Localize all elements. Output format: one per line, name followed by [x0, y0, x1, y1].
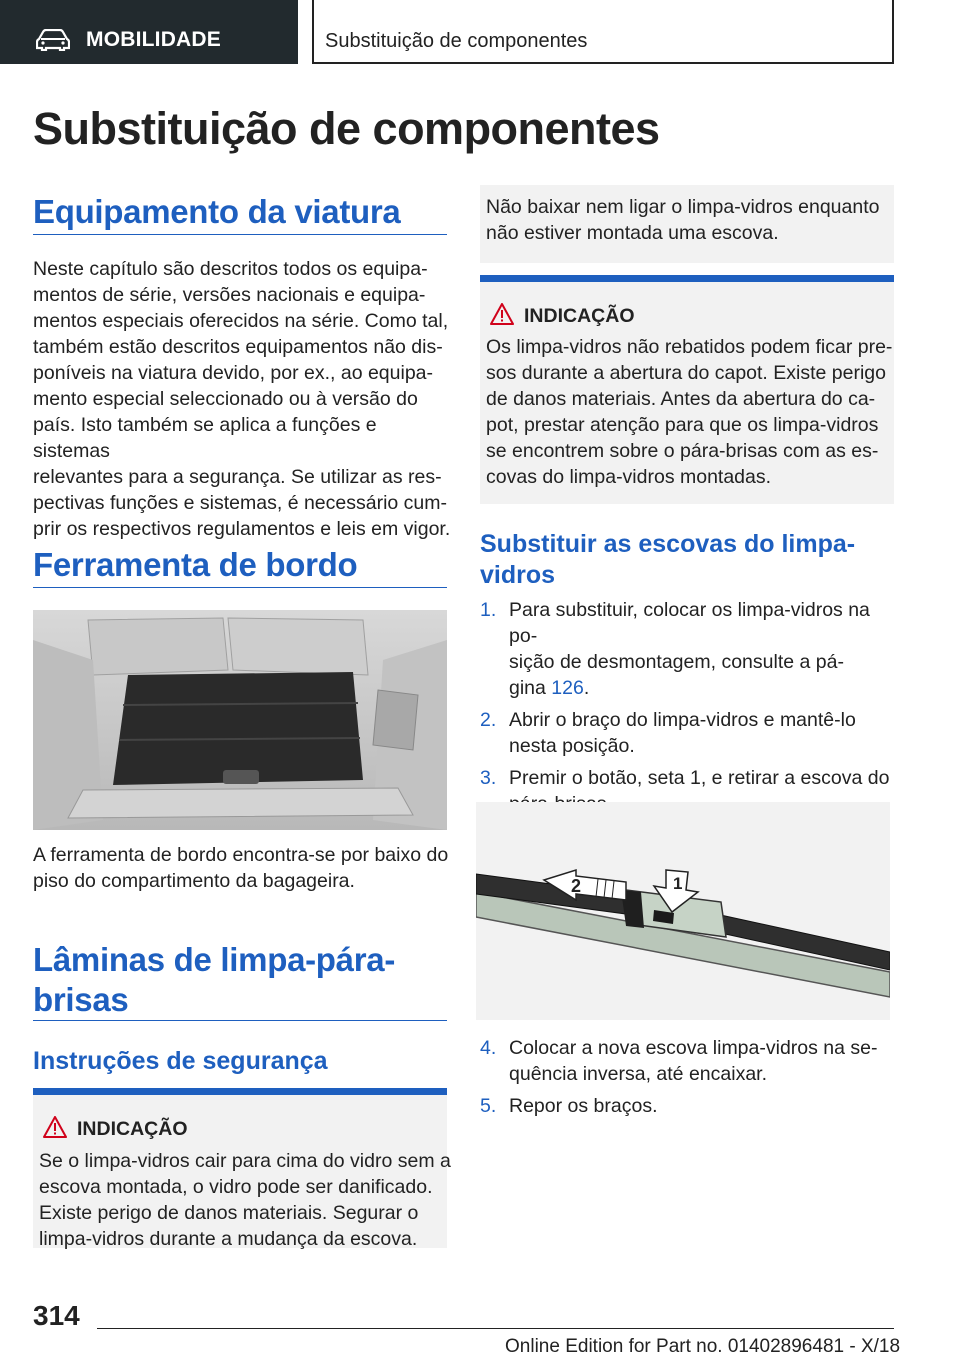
step-number: 1.	[480, 599, 497, 621]
heading-line: Substituir as escovas do limpa-	[480, 530, 856, 558]
trunk-figure	[33, 610, 447, 830]
replace-heading	[480, 529, 900, 591]
warning-icon	[490, 303, 514, 325]
tools-rule	[33, 587, 447, 588]
text-line: quência inversa, até encaixar.	[509, 1063, 767, 1085]
text-line: limpa-vidros durante a mudança da escova.	[39, 1228, 418, 1250]
safety-note	[33, 1088, 451, 1250]
heading-line: Lâminas de limpa-pára-	[33, 941, 396, 978]
text-line: país. Isto também se aplica a funções e sistemas	[33, 414, 377, 462]
text-line: mentos especiais oferecidos na série. Como tal,	[33, 310, 449, 332]
list-item	[480, 1093, 900, 1119]
list-item	[480, 1035, 900, 1087]
text-line: Neste capítulo são descritos todos os equipa-	[33, 258, 428, 280]
text-line: mento especial seleccionado ou à versão do	[33, 388, 418, 410]
text-line: covas do limpa-vidros montadas.	[486, 466, 772, 488]
figure-label: 1	[673, 874, 683, 893]
equipment-text	[33, 256, 453, 542]
step-number: 5.	[480, 1095, 497, 1117]
text-line: não estiver montada uma escova.	[486, 222, 779, 244]
note-title: INDICAÇÃO	[77, 1118, 188, 1140]
steps-list	[480, 597, 900, 817]
text-line: pot, prestar atenção para que os limpa-vidros	[486, 414, 879, 436]
warning-icon	[43, 1116, 67, 1138]
text-line: sos durante a abertura do capot. Existe perigo	[486, 362, 886, 384]
note-title: INDICAÇÃO	[524, 305, 635, 327]
text-line: relevantes para a segurança. Se utilizar as res-	[33, 466, 442, 488]
note-text	[486, 334, 898, 490]
text-line: Os limpa-vidros não rebatidos podem ficar pre-	[486, 336, 893, 358]
text-line	[509, 675, 900, 701]
note-text	[486, 194, 898, 246]
text-line: A ferramenta de bordo encontra-se por baixo do	[33, 844, 449, 866]
list-item	[480, 707, 900, 759]
note-text	[39, 1148, 451, 1252]
footer-rule	[97, 1328, 894, 1329]
text-line: prir os respectivos regulamentos e leis em vigor.	[33, 518, 451, 540]
text-line: poníveis na viatura devido, por ex., ao equipa-	[33, 362, 434, 384]
text-line: Se o limpa-vidros cair para cima do vidro sem a	[39, 1150, 451, 1172]
text-line: escova montada, o vidro pode ser danificado.	[39, 1176, 433, 1198]
text-line: sição de desmontagem, consulte a pá-	[509, 651, 844, 673]
continued-note	[480, 185, 894, 263]
step-number: 4.	[480, 1037, 497, 1059]
text-line: Colocar a nova escova limpa-vidros na se-	[509, 1037, 878, 1059]
text-fragment: .	[583, 677, 590, 699]
hood-note	[480, 275, 894, 504]
step-number: 3.	[480, 767, 497, 789]
breadcrumb: Substituição de componentes	[325, 30, 588, 52]
wiper-figure	[476, 802, 890, 1020]
text-line: de danos materiais. Antes da abertura do ca-	[486, 388, 876, 410]
text-line: Não baixar nem ligar o limpa-vidros enquanto	[486, 196, 880, 218]
text-line: Para substituir, colocar os limpa-vidros na po-	[509, 599, 870, 647]
page-title: Substituição de componentes	[33, 103, 660, 154]
wipers-rule	[33, 1020, 447, 1021]
text-line: Repor os braços.	[509, 1095, 658, 1117]
page-link[interactable]: 126	[551, 677, 584, 699]
list-item	[480, 597, 900, 701]
text-line: piso do compartimento da bagageira.	[33, 870, 355, 892]
edition-note: Online Edition for Part no. 01402896481 - X/18	[505, 1336, 901, 1357]
car-icon	[36, 29, 70, 51]
heading-line: brisas	[33, 981, 129, 1018]
text-line: mentos de série, versões nacionais e equipa-	[33, 284, 426, 306]
safety-subheading: Instruções de segurança	[33, 1047, 328, 1075]
text-line: Existe perigo de danos materiais. Segurar o	[39, 1202, 419, 1224]
text-line: nesta posição.	[509, 735, 635, 757]
wipers-heading	[33, 940, 395, 1020]
steps-list-continued	[480, 1035, 900, 1119]
text-fragment: gina	[509, 677, 552, 699]
note-bar	[480, 275, 894, 282]
section-tab	[0, 0, 298, 64]
step-number: 2.	[480, 709, 497, 731]
equipment-heading: Equipamento da viatura	[33, 193, 401, 230]
section-label: MOBILIDADE	[86, 28, 221, 51]
page-number: 314	[33, 1300, 80, 1331]
text-line: Premir o botão, seta 1, e retirar a escova do	[509, 767, 890, 789]
text-line: Abrir o braço do limpa-vidros e mantê-lo	[509, 709, 856, 731]
figure-label: 2	[571, 876, 582, 896]
note-bar	[33, 1088, 447, 1095]
heading-line: vidros	[480, 561, 556, 589]
equipment-rule	[33, 234, 447, 235]
text-line: também estão descritos equipamentos não dis-	[33, 336, 443, 358]
text-line: se encontrem sobre o pára-brisas com as es-	[486, 440, 879, 462]
tools-heading: Ferramenta de bordo	[33, 546, 358, 583]
text-line: pectivas funções e sistemas, é necessário cum-	[33, 492, 448, 514]
tools-text	[33, 842, 453, 894]
